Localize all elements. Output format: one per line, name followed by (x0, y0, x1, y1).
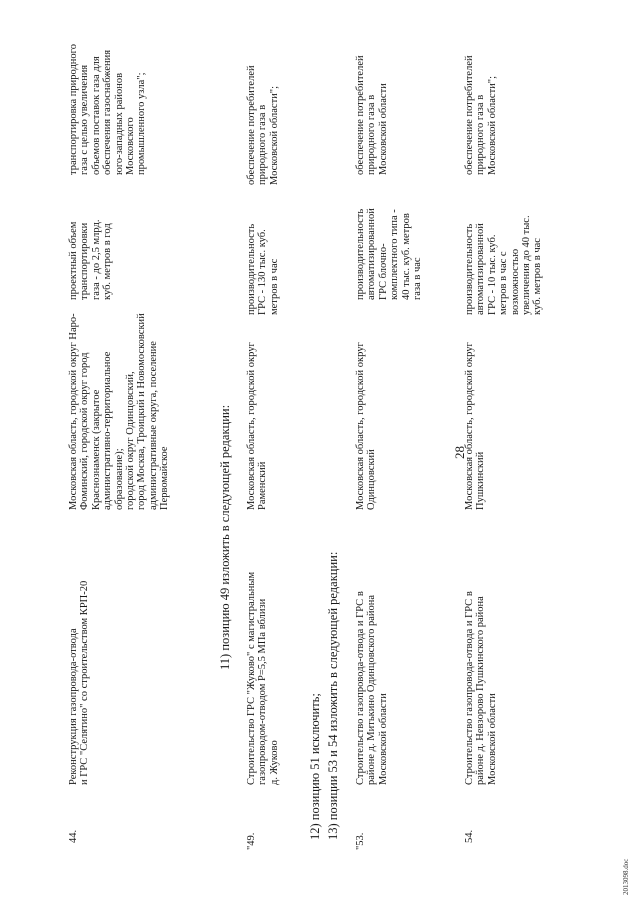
row-location: Московская область, городской округ Пушкинский (464, 342, 487, 510)
row-object-name: Строительство газопровода-отвода и ГРС в районе д. Невзорово Пушкинского района Московской области (464, 591, 498, 785)
row-purpose: обеспечение потребителей природного газа в Московской области (355, 55, 389, 175)
row-capacity: производительность ГРС - 130 тыс. куб. метров в час (246, 223, 280, 315)
section-heading: 11) позицию 49 изложить в следующей редакции: (218, 404, 232, 670)
row-number: "53. (355, 832, 366, 850)
row-number: 44. (68, 829, 79, 843)
row-number: 54. (464, 829, 475, 843)
row-location: Московская область, городской округ Раменский (246, 342, 269, 510)
footer-filename: 2013098.doc (622, 858, 630, 895)
row-number: "49. (246, 832, 257, 850)
section-heading: 12) позицию 51 исключить; (308, 693, 322, 840)
row-object-name: Строительство газопровода-отвода и ГРС в районе д. Митькино Одинцовского района Московской области (355, 591, 389, 785)
row-capacity: проектный объем транспортировки газа - до 2,5 млрд. куб. метров в год (68, 219, 114, 300)
row-location: Московская область, городской округ Наро- Фоминский, городской округ город Краснознаменск (закрытое административно-территориальное образование); городской округ Одинцовский, город Москва, Троицкий и Новомосковский административные округа, поселение Первомайское (68, 313, 171, 510)
section-heading: 13) позиции 53 и 54 изложить в следующей редакции: (326, 551, 340, 840)
row-purpose: обеспечение потребителей природного газа в Московской области"; (464, 55, 498, 175)
row-purpose: транспортировка природного газа с целью увеличения объемов поставок газа для обеспечения газоснабжения юго-западных районов Московского промышленного узла"; (68, 44, 148, 175)
row-purpose: обеспечение потребителей природного газа в Московской области"; (246, 65, 280, 185)
row-capacity: производительность автоматизированной ГРС блочно- комплектного типа - 40 тыс. куб. метров газа в час (355, 208, 424, 300)
row-object-name: Реконструкция газопровода-отвода и ГРС "Селятино" со строительством КРП-20 (68, 580, 91, 785)
row-object-name: Строительство ГРС "Жуково" с магистральным газопроводом-отводом P=5,5 МПа вблизи д. Жуково (246, 571, 280, 785)
page-number: 28 (452, 446, 467, 459)
row-capacity: производительность автоматизированной ГРС - 10 тыс. куб. метров в час с возможностью увеличения до 40 тыс. куб. метров в час (464, 215, 544, 315)
row-location: Московская область, городской округ Одинцовский (355, 342, 378, 510)
